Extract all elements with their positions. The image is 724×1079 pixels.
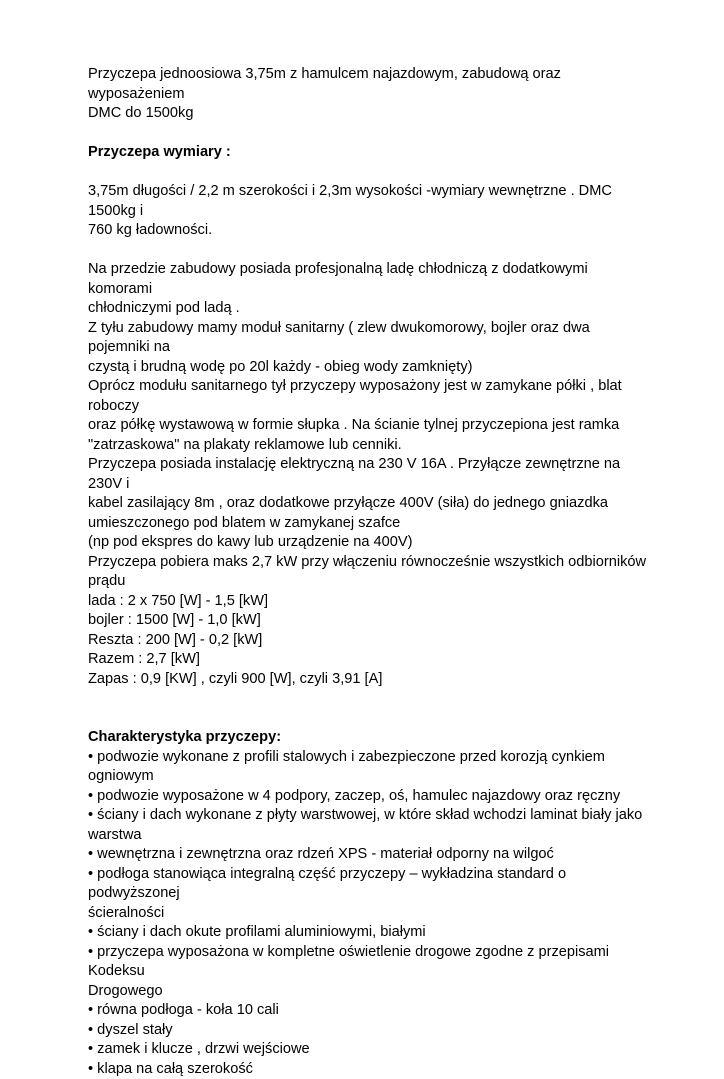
characteristics-item-line bbox=[88, 748, 648, 787]
description-line: czystą i brudną wodę po 20l każdy - obieg wody zamknięty) bbox=[88, 358, 648, 378]
characteristics-item bbox=[88, 845, 648, 865]
spacer bbox=[88, 689, 648, 728]
dimensions-heading: Przyczepa wymiary : bbox=[88, 143, 648, 163]
characteristics-item-line bbox=[88, 806, 648, 826]
characteristics-item bbox=[88, 806, 648, 845]
characteristics-item-line bbox=[88, 787, 648, 807]
characteristics-item-line bbox=[88, 923, 648, 943]
characteristics-item-line bbox=[88, 826, 648, 846]
bullet-icon: • bbox=[88, 924, 97, 940]
bullet-icon: • bbox=[88, 1041, 97, 1057]
characteristics-item-line bbox=[88, 943, 648, 982]
description-line: "zatrzaskowa" na plakaty reklamowe lub cenniki. bbox=[88, 436, 648, 456]
characteristics-item-text: podłoga stanowiąca integralną część przyczepy – wykładzina standard o podwyższonej bbox=[88, 866, 566, 902]
characteristics-item-text: ściany i dach wykonane z płyty warstwowej, w które skład wchodzi laminat biały jako bbox=[97, 807, 642, 823]
bullet-icon: • bbox=[88, 807, 97, 823]
bullet-icon: • bbox=[88, 1061, 97, 1077]
characteristics-list bbox=[88, 748, 648, 1079]
characteristics-item bbox=[88, 1040, 648, 1060]
characteristics-item-text: zamek i klucze , drzwi wejściowe bbox=[97, 1041, 309, 1057]
characteristics-item-line bbox=[88, 845, 648, 865]
characteristics-item-line bbox=[88, 865, 648, 904]
power-razem-line: Razem : 2,7 [kW] bbox=[88, 650, 648, 670]
characteristics-heading: Charakterystyka przyczepy: bbox=[88, 728, 648, 748]
description-line: kabel zasilający 8m , oraz dodatkowe przyłącze 400V (siła) do jednego gniazdka bbox=[88, 494, 648, 514]
description-line: (np pod ekspres do kawy lub urządzenie na 400V) bbox=[88, 533, 648, 553]
description-line: chłodniczymi pod ladą . bbox=[88, 299, 648, 319]
characteristics-item bbox=[88, 1001, 648, 1021]
bullet-icon: • bbox=[88, 1002, 97, 1018]
description-line: Z tyłu zabudowy mamy moduł sanitarny ( zlew dwukomorowy, bojler oraz dwa pojemniki na bbox=[88, 319, 648, 358]
characteristics-item-text: Drogowego bbox=[88, 983, 163, 999]
spacer bbox=[88, 124, 648, 144]
characteristics-item-line bbox=[88, 1021, 648, 1041]
characteristics-item bbox=[88, 1021, 648, 1041]
spacer bbox=[88, 163, 648, 183]
characteristics-item-text: podwozie wyposażone w 4 podpory, zaczep, oś, hamulec najazdowy oraz ręczny bbox=[97, 788, 620, 804]
description-line: Przyczepa pobiera maks 2,7 kW przy włączeniu równocześnie wszystkich odbiorników bbox=[88, 553, 648, 573]
characteristics-item-line bbox=[88, 904, 648, 924]
characteristics-item-text: ściany i dach okute profilami aluminiowymi, białymi bbox=[97, 924, 425, 940]
characteristics-item bbox=[88, 748, 648, 787]
bullet-icon: • bbox=[88, 749, 97, 765]
characteristics-item-text: klapa na całą szerokość bbox=[97, 1061, 253, 1077]
characteristics-item-text: ścieralności bbox=[88, 905, 164, 921]
description-line: Oprócz modułu sanitarnego tył przyczepy wyposażony jest w zamykane półki , blat roboczy bbox=[88, 377, 648, 416]
characteristics-item-text: dyszel stały bbox=[97, 1022, 172, 1038]
bullet-icon: • bbox=[88, 944, 97, 960]
bullet-icon: • bbox=[88, 1022, 97, 1038]
dimensions-line-1: 3,75m długości / 2,2 m szerokości i 2,3m wysokości -wymiary wewnętrzne . DMC 1500kg i bbox=[88, 182, 648, 221]
power-lada-line: lada : 2 x 750 [W] - 1,5 [kW] bbox=[88, 592, 648, 612]
description-block bbox=[88, 260, 648, 689]
characteristics-item-text: podwozie wykonane z profili stalowych i zabezpieczone przed korozją cynkiem ogniowym bbox=[88, 749, 605, 785]
characteristics-item bbox=[88, 943, 648, 1002]
characteristics-item-text: przyczepa wyposażona w kompletne oświetlenie drogowe zgodne z przepisami Kodeksu bbox=[88, 944, 609, 980]
power-reszta-line: Reszta : 200 [W] - 0,2 [kW] bbox=[88, 631, 648, 651]
bullet-icon: • bbox=[88, 846, 97, 862]
description-line: Przyczepa posiada instalację elektryczną na 230 V 16A . Przyłącze zewnętrzne na 230V i bbox=[88, 455, 648, 494]
dimensions-line-2: 760 kg ładowności. bbox=[88, 221, 648, 241]
description-line: umieszczonego pod blatem w zamykanej szafce bbox=[88, 514, 648, 534]
document-page bbox=[88, 65, 648, 1079]
description-line: prądu bbox=[88, 572, 648, 592]
characteristics-item bbox=[88, 787, 648, 807]
characteristics-item bbox=[88, 865, 648, 924]
intro-line-2: DMC do 1500kg bbox=[88, 104, 648, 124]
intro-line-1: Przyczepa jednoosiowa 3,75m z hamulcem najazdowym, zabudową oraz wyposażeniem bbox=[88, 65, 648, 104]
bullet-icon: • bbox=[88, 866, 97, 882]
characteristics-item-line bbox=[88, 982, 648, 1002]
characteristics-item-line bbox=[88, 1060, 648, 1079]
characteristics-item bbox=[88, 1060, 648, 1079]
bullet-icon: • bbox=[88, 788, 97, 804]
characteristics-item-text: wewnętrzna i zewnętrzna oraz rdzeń XPS - materiał odporny na wilgoć bbox=[97, 846, 554, 862]
characteristics-item-text: warstwa bbox=[88, 827, 142, 843]
characteristics-item bbox=[88, 923, 648, 943]
characteristics-item-text: równa podłoga - koła 10 cali bbox=[97, 1002, 279, 1018]
power-zapas-line: Zapas : 0,9 [KW] , czyli 900 [W], czyli 3,91 [A] bbox=[88, 670, 648, 690]
characteristics-item-line bbox=[88, 1040, 648, 1060]
spacer bbox=[88, 241, 648, 261]
power-bojler-line: bojler : 1500 [W] - 1,0 [kW] bbox=[88, 611, 648, 631]
description-line: Na przedzie zabudowy posiada profesjonalną ladę chłodniczą z dodatkowymi komorami bbox=[88, 260, 648, 299]
description-line: oraz półkę wystawową w formie słupka . Na ścianie tylnej przyczepiona jest ramka bbox=[88, 416, 648, 436]
characteristics-item-line bbox=[88, 1001, 648, 1021]
